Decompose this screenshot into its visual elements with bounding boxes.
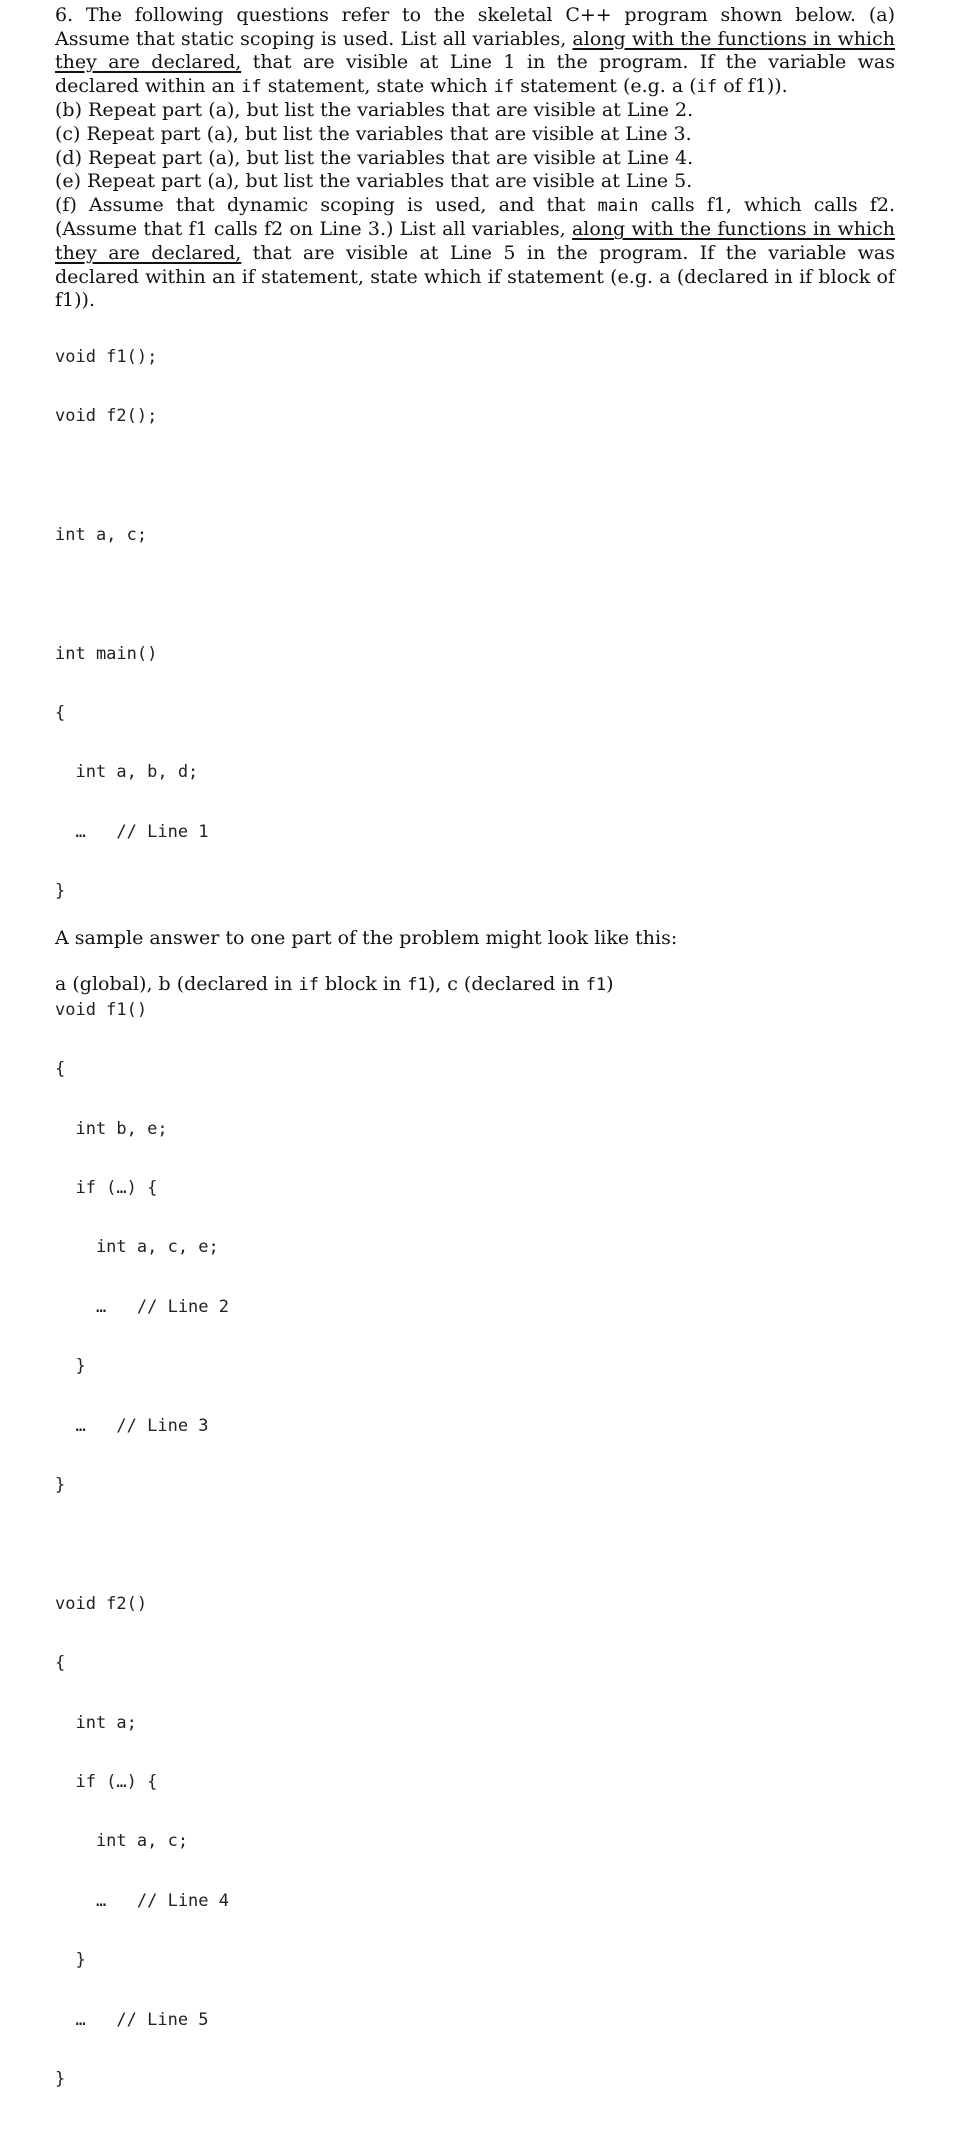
question-part-e: (e) Repeat part (a), but list the variables that are visible at Line 5. [55, 170, 693, 193]
code-line: } [55, 1475, 66, 1496]
code-line-2: … // Line 2 [55, 1296, 229, 1317]
code-line: int a; [55, 1712, 137, 1733]
code-line: } [55, 1356, 86, 1377]
code-line-4: … // Line 4 [55, 1890, 229, 1911]
code-line: if (…) { [55, 1178, 158, 1199]
sample-answer-text: a (global), b (declared in if block in f1), c (declared in f1) [55, 973, 614, 995]
question-part-b: (b) Repeat part (a), but list the variables that are visible at Line 2. [55, 99, 694, 122]
code-line: { [55, 1059, 66, 1080]
code-line: int a, b, d; [55, 762, 199, 783]
code-line: } [55, 1950, 86, 1971]
code-line: int main() [55, 643, 158, 664]
code-line: void f2(); [55, 405, 158, 426]
question-text [55, 4, 895, 313]
sample-intro: A sample answer to one part of the problem might look like this: [55, 927, 678, 949]
question-part-d: (d) Repeat part (a), but list the variables that are visible at Line 4. [55, 146, 694, 169]
code-line-5: … // Line 5 [55, 2009, 209, 2030]
underlined-phrase: along with the functions in which they are declared, [55, 27, 895, 74]
question-part-c: (c) Repeat part (a), but list the variables that are visible at Line 3. [55, 122, 692, 145]
code-line: int b, e; [55, 1118, 168, 1139]
code-line: int a, c, e; [55, 1237, 219, 1258]
question-part-f: (f) Assume that dynamic scoping is used, and that main calls f1, which calls f2. (Assume that f1 calls f2 on Line 3.) List all variables, along with the functions in which they are declared, that are visible at Line 5 in the program. If the variable was declared within an if statement, state which if statement (e.g. a (declared in if block of f1)). [55, 193, 896, 312]
code-listing [55, 308, 229, 2129]
code-line: { [55, 1653, 66, 1674]
code-line: void f2() [55, 1593, 148, 1614]
code-line: int a, c; [55, 1831, 189, 1852]
code-line: } [55, 2068, 66, 2089]
code-line: void f1(); [55, 346, 158, 367]
code-line-1: … // Line 1 [55, 821, 209, 842]
code-line: { [55, 702, 66, 723]
underlined-phrase: along with the functions in which they are declared, [55, 218, 896, 264]
sample-answer [55, 926, 895, 997]
code-line: if (…) { [55, 1771, 158, 1792]
code-line: } [55, 881, 66, 902]
question-part-a: 6. The following questions refer to the skeletal C++ program shown below. (a) Assume that static scoping is used. List all variables, along with the functions in which they are declared, that are visible at Line 1 in the program. If the variable was declared within an if statement, state which if statement (e.g. a (if of f1)). [55, 4, 895, 97]
code-line-3: … // Line 3 [55, 1415, 209, 1436]
code-line: void f1() [55, 999, 148, 1020]
code-line: int a, c; [55, 524, 148, 545]
